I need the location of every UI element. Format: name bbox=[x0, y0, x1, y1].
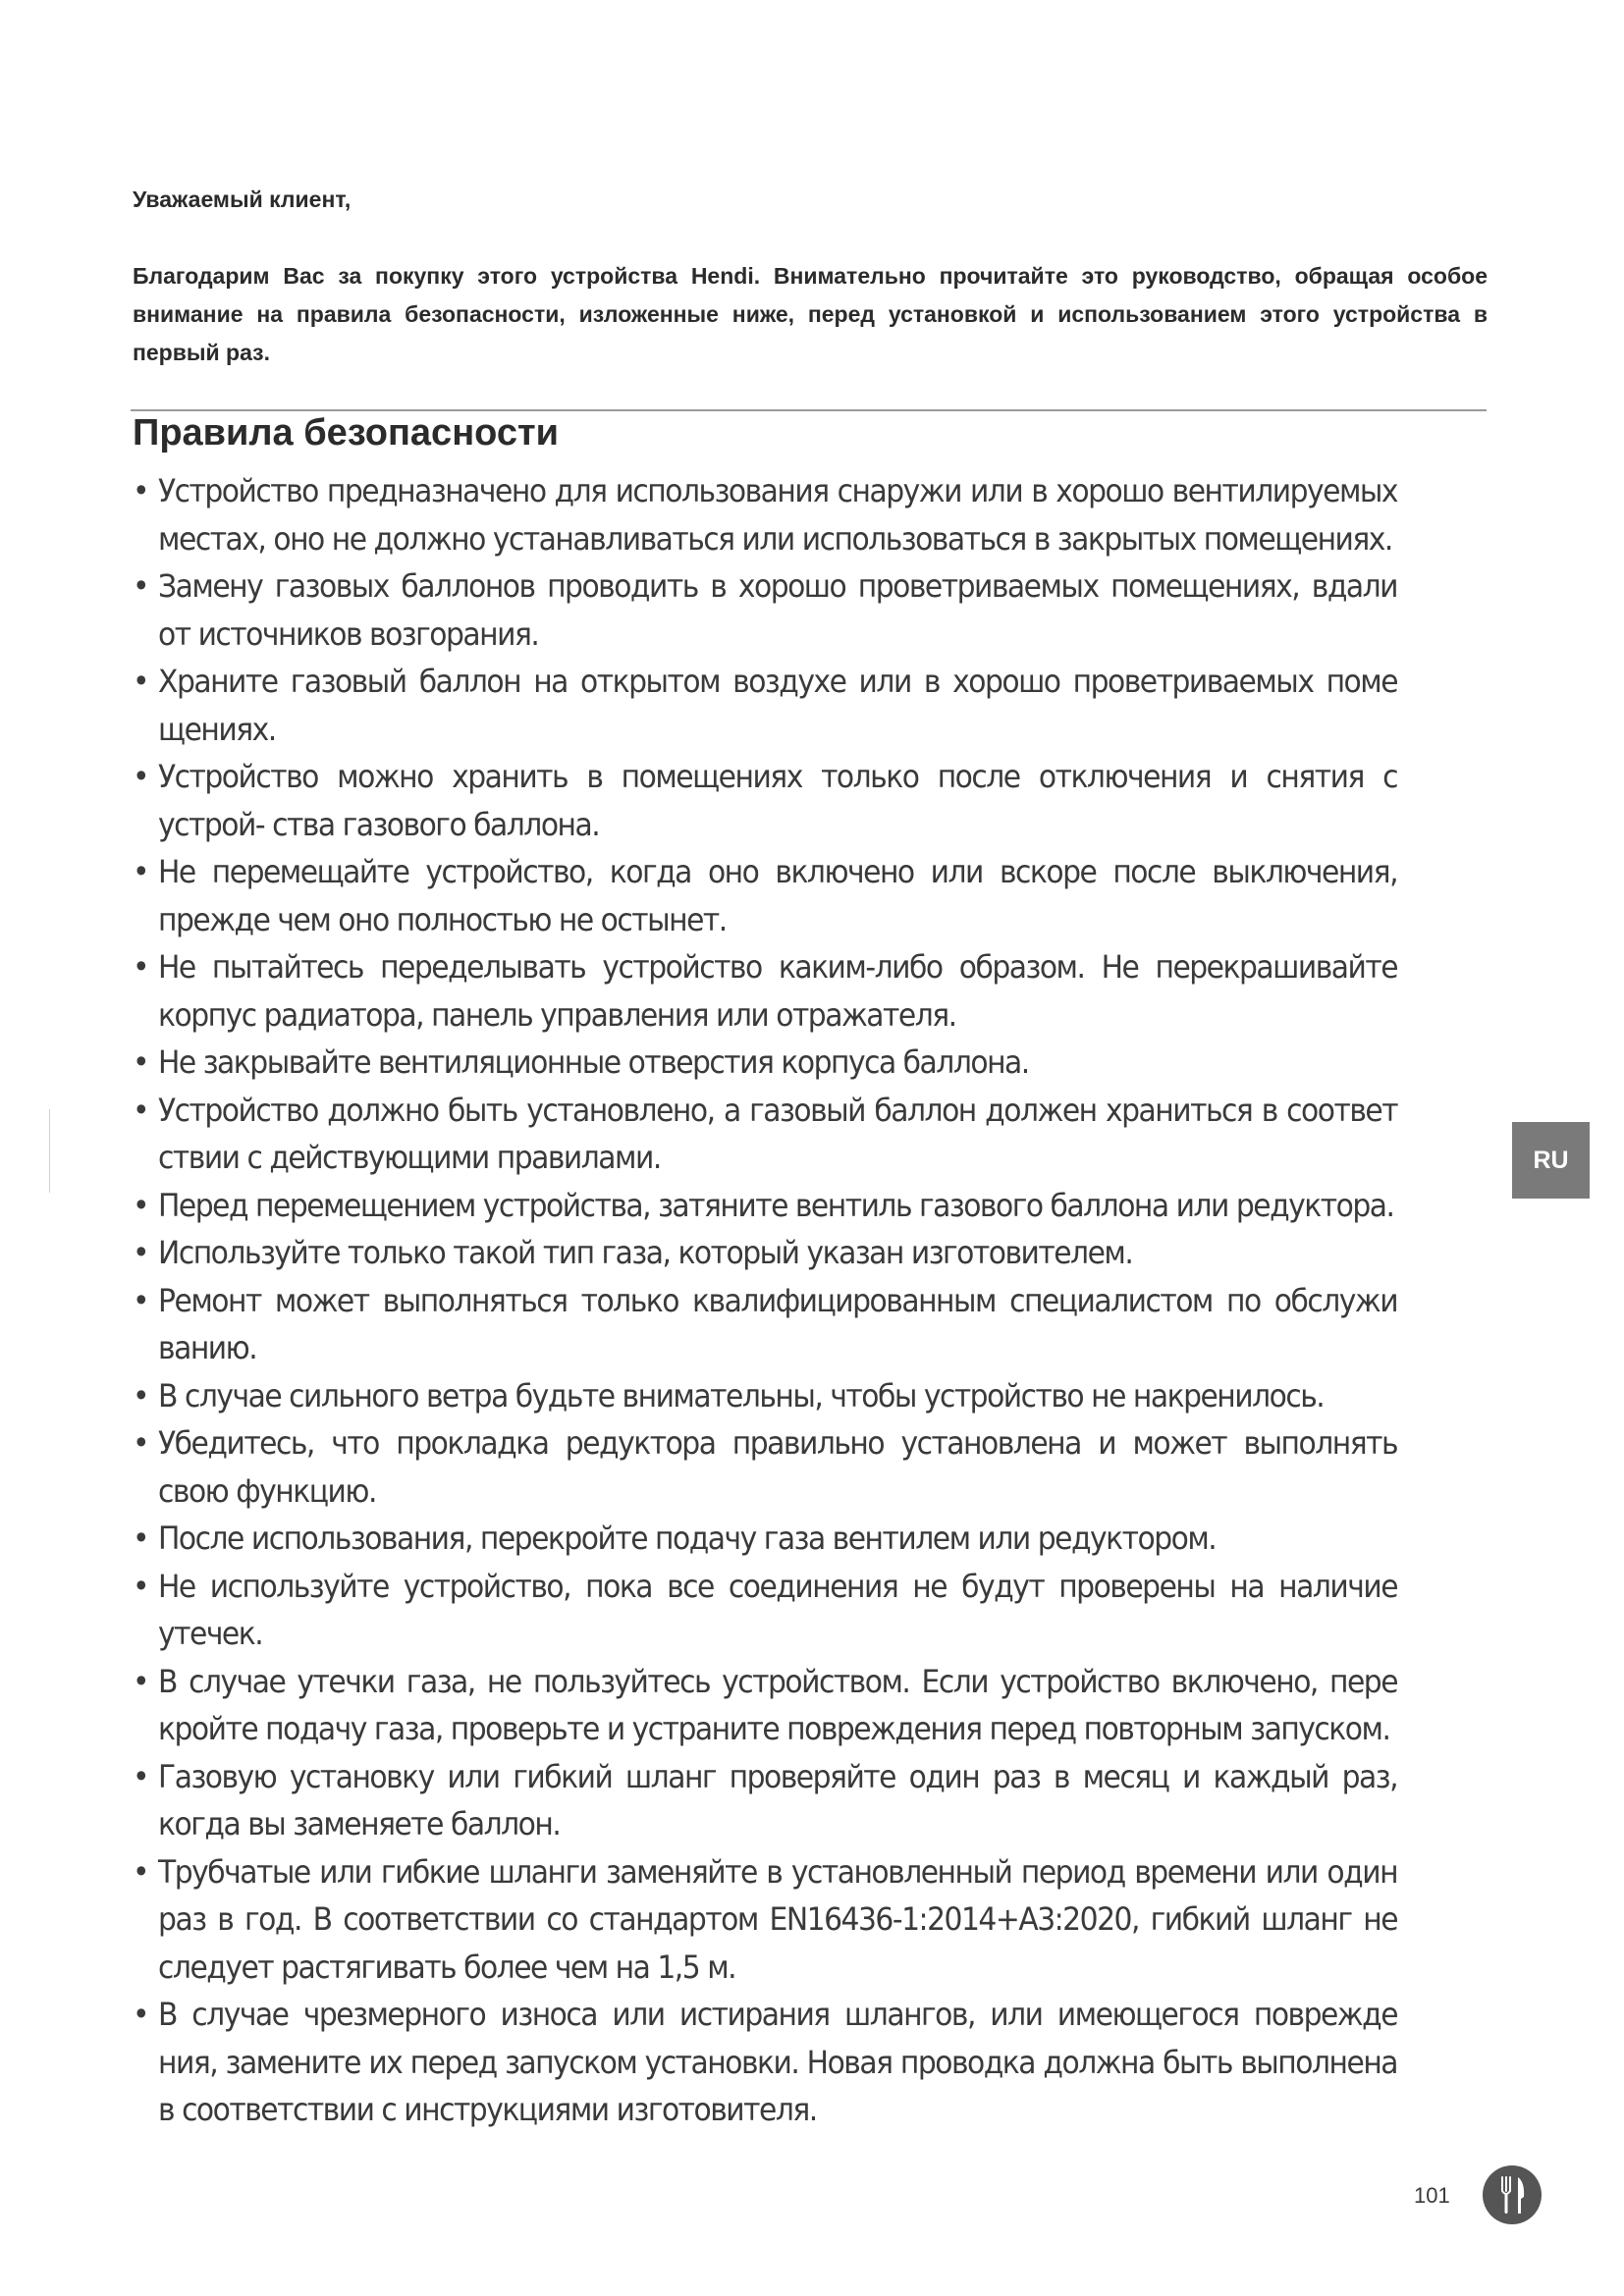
safety-rule bbox=[133, 1372, 1397, 1420]
bullet-icon: • bbox=[133, 567, 149, 605]
section-divider bbox=[131, 409, 1487, 411]
safety-rule bbox=[133, 943, 1397, 1039]
bullet-icon: • bbox=[133, 1376, 149, 1415]
language-tab: RU bbox=[1512, 1122, 1590, 1199]
rule-text: Не используйте устройство, пока все соединения не будут проверены на наличие утечек. bbox=[158, 1567, 1398, 1652]
bullet-icon: • bbox=[133, 1424, 149, 1462]
rule-text: Храните газовый баллон на открытом воздухе или в хорошо проветриваемых поме щениях. bbox=[158, 663, 1398, 748]
safety-rule bbox=[133, 1277, 1397, 1372]
section-title: Правила безопасности bbox=[133, 412, 559, 454]
safety-rule bbox=[133, 1182, 1397, 1230]
rule-text: Устройство должно быть установлено, а газовый баллон должен храниться в соответ ствии с действующими правилами. bbox=[158, 1091, 1398, 1176]
safety-rule bbox=[133, 562, 1397, 658]
rule-text: Устройство предназначено для использования снаружи или в хорошо вентилируемых местах, оно не должно устанавливаться или использоваться в закрытых помещениях. bbox=[158, 472, 1398, 558]
rule-text: В случае чрезмерного износа или истирания шлангов, или имеющегося поврежде ния, замените их перед запуском установки. Новая проводка должна быть выполнена в соответствии с инструкциями изготовителя. bbox=[158, 1996, 1398, 2128]
bullet-icon: • bbox=[133, 1186, 149, 1224]
bullet-icon: • bbox=[133, 1662, 149, 1700]
greeting: Уважаемый клиент, bbox=[133, 187, 352, 212]
bullet-icon: • bbox=[133, 1234, 149, 1271]
safety-rule bbox=[133, 1419, 1397, 1515]
bullet-icon: • bbox=[133, 853, 149, 890]
safety-rule bbox=[133, 658, 1397, 753]
safety-rule bbox=[133, 1229, 1397, 1277]
safety-rules-list bbox=[133, 467, 1397, 2134]
rule-text: Газовую установку или гибкий шланг проверяйте один раз в месяц и каждый раз, когда вы заменяете баллон. bbox=[158, 1757, 1398, 1842]
cutlery-logo-icon bbox=[1482, 2164, 1543, 2225]
bullet-icon: • bbox=[133, 1091, 149, 1129]
bullet-icon: • bbox=[133, 1520, 149, 1557]
bullet-icon: • bbox=[133, 1281, 149, 1319]
rule-text: Не пытайтесь переделывать устройство каким-либо образом. Не перекрашивайте корпус радиатора, панель управления или отражателя. bbox=[158, 948, 1398, 1034]
rule-text: Трубчатые или гибкие шланги заменяйте в установленный период времени или один раз в год. В соответствии со стандартом EN16436-1:2014+A3:2020, гибкий шланг не следует растягивать более чем на 1,5 м. bbox=[158, 1852, 1398, 1986]
safety-rule bbox=[133, 1563, 1397, 1658]
rule-text: Ремонт может выполняться только квалифицированным специалистом по обслужи ванию. bbox=[158, 1281, 1398, 1366]
safety-rule bbox=[133, 1039, 1397, 1087]
safety-rule bbox=[133, 753, 1397, 848]
bullet-icon: • bbox=[133, 1567, 149, 1605]
rule-text: Не перемещайте устройство, когда оно включено или вскоре после выключения, прежде чем оно полностью не остынет. bbox=[158, 853, 1398, 938]
bullet-icon: • bbox=[133, 1757, 149, 1795]
safety-rule bbox=[133, 1991, 1397, 2134]
rule-text: Замену газовых баллонов проводить в хорошо проветриваемых помещениях, вдали от источников возгорания. bbox=[158, 567, 1398, 653]
rule-text: Используйте только такой тип газа, который указан изготовителем. bbox=[158, 1234, 1133, 1271]
rule-text: Не закрывайте вентиляционные отверстия корпуса баллона. bbox=[158, 1043, 1029, 1081]
bullet-icon: • bbox=[133, 948, 149, 986]
safety-rule bbox=[133, 1848, 1397, 1992]
bullet-icon: • bbox=[133, 1852, 149, 1891]
bullet-icon: • bbox=[133, 663, 149, 700]
bullet-icon: • bbox=[133, 1996, 149, 2033]
page-number: 101 bbox=[1414, 2183, 1450, 2208]
margin-line bbox=[49, 1109, 50, 1193]
safety-rule bbox=[133, 1658, 1397, 1753]
rule-text: Убедитесь, что прокладка редуктора правильно установлена и может выполнять свою функцию. bbox=[158, 1424, 1398, 1510]
safety-rule bbox=[133, 1753, 1397, 1848]
rule-text: В случае сильного ветра будьте внимательны, чтобы устройство не накренилось. bbox=[158, 1376, 1325, 1415]
bullet-icon: • bbox=[133, 472, 149, 509]
safety-rule bbox=[133, 467, 1397, 562]
rule-text: Перед перемещением устройства, затяните вентиль газового баллона или редуктора. bbox=[158, 1186, 1394, 1224]
safety-rule bbox=[133, 1087, 1397, 1182]
safety-rule bbox=[133, 1515, 1397, 1563]
bullet-icon: • bbox=[133, 1043, 149, 1081]
intro-paragraph: Благодарим Вас за покупку этого устройства Hendi. Внимательно прочитайте это руководство, обращая особое внимание на правила безопасности, изложенные ниже, перед установкой и использованием этого устройства в первый раз. bbox=[133, 263, 1488, 365]
rule-text: После использования, перекройте подачу газа вентилем или редуктором. bbox=[158, 1520, 1217, 1557]
safety-rule bbox=[133, 848, 1397, 943]
rule-text: Устройство можно хранить в помещениях только после отключения и снятия с устрой- ства газового баллона. bbox=[158, 758, 1398, 843]
rule-text: В случае утечки газа, не пользуйтесь устройством. Если устройство включено, пере кройте подачу газа, проверьте и устраните повреждения перед повторным запуском. bbox=[158, 1662, 1398, 1747]
bullet-icon: • bbox=[133, 758, 149, 795]
